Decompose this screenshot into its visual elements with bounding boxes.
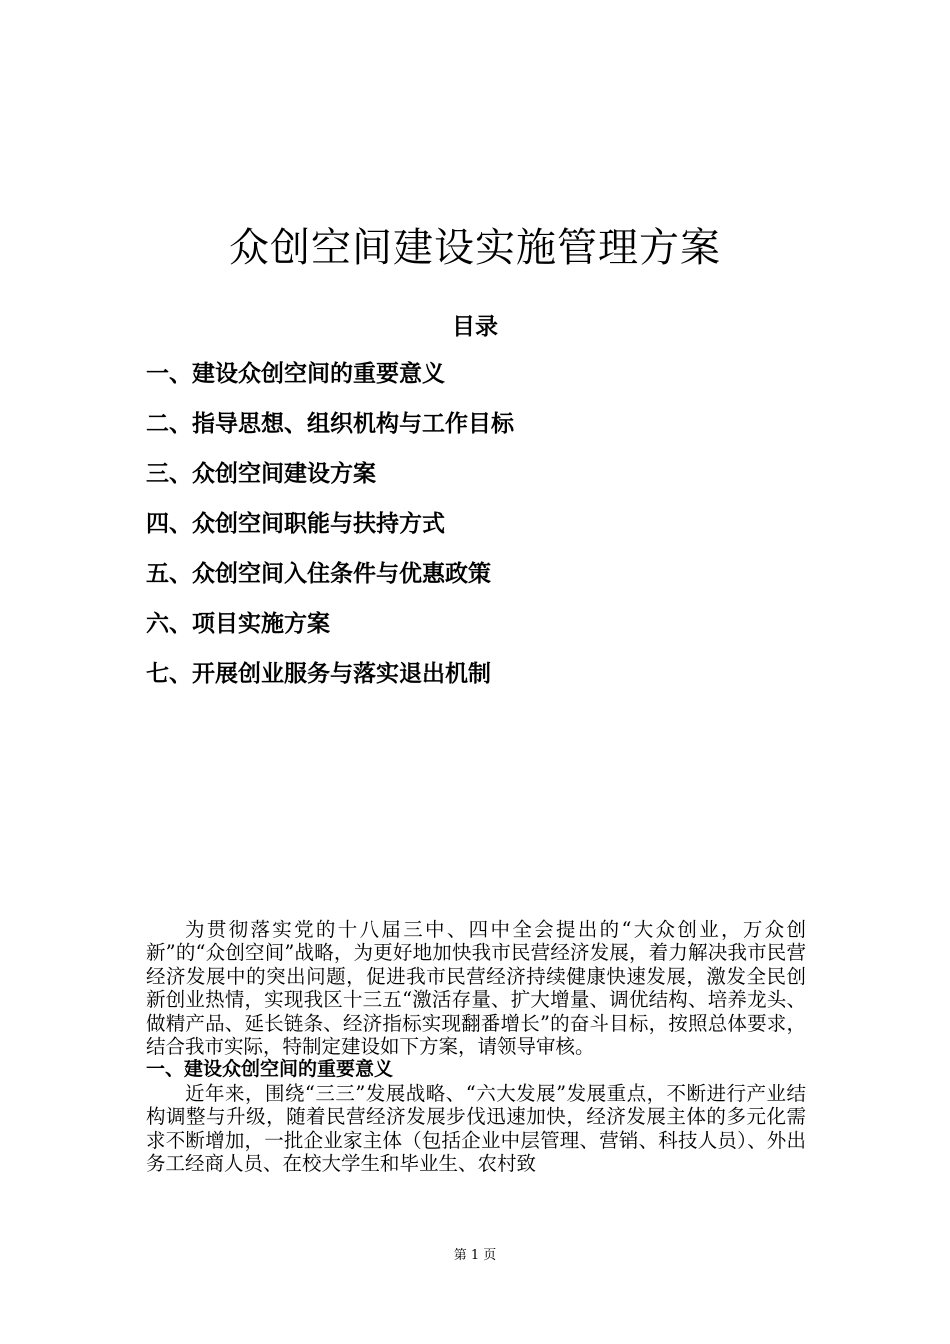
toc-item: 四、众创空间职能与扶持方式 [146, 511, 445, 537]
toc-item: 三、众创空间建设方案 [146, 461, 376, 487]
toc-item: 一、建设众创空间的重要意义 [146, 361, 445, 387]
table-of-contents [146, 358, 514, 708]
page-number: 第 1 页 [453, 1248, 497, 1263]
intro-paragraph: 为贯彻落实党的十八届三中、四中全会提出的“大众创业，万众创新”的“众创空间”战略，为更好地加快我市民营经济发展，着力解决我市民营经济发展中的突出问题，促进我市民营经济持续健康快速发展，激发全民创新创业热情，实现我区十三五“激活存量、扩大增量、调优结构、培养龙头、做精产品、延长链条、经济指标实现翻番增长”的奋斗目标，按照总体要求，结合我市实际，特制定建设如下方案，请领导审核。 [146, 918, 806, 1059]
toc-item: 六、项目实施方案 [146, 611, 330, 637]
toc-item: 二、指导思想、组织机构与工作目标 [146, 411, 514, 437]
body-text [146, 918, 806, 1175]
toc-heading: 目录 [452, 314, 498, 340]
section-heading: 一、建设众创空间的重要意义 [146, 1058, 394, 1081]
document-title: 众创空间建设实施管理方案 [229, 225, 721, 271]
toc-item: 五、众创空间入住条件与优惠政策 [146, 561, 491, 587]
section-paragraph: 近年来，围绕“三三”发展战略、“六大发展”发展重点，不断进行产业结构调整与升级，随着民营经济发展步伐迅速加快，经济发展主体的多元化需求不断增加，一批企业家主体（包括企业中层管理、营销、科技人员）、外出务工经商人员、在校大学生和毕业生、农村致 [146, 1081, 806, 1176]
toc-item: 七、开展创业服务与落实退出机制 [146, 661, 491, 687]
